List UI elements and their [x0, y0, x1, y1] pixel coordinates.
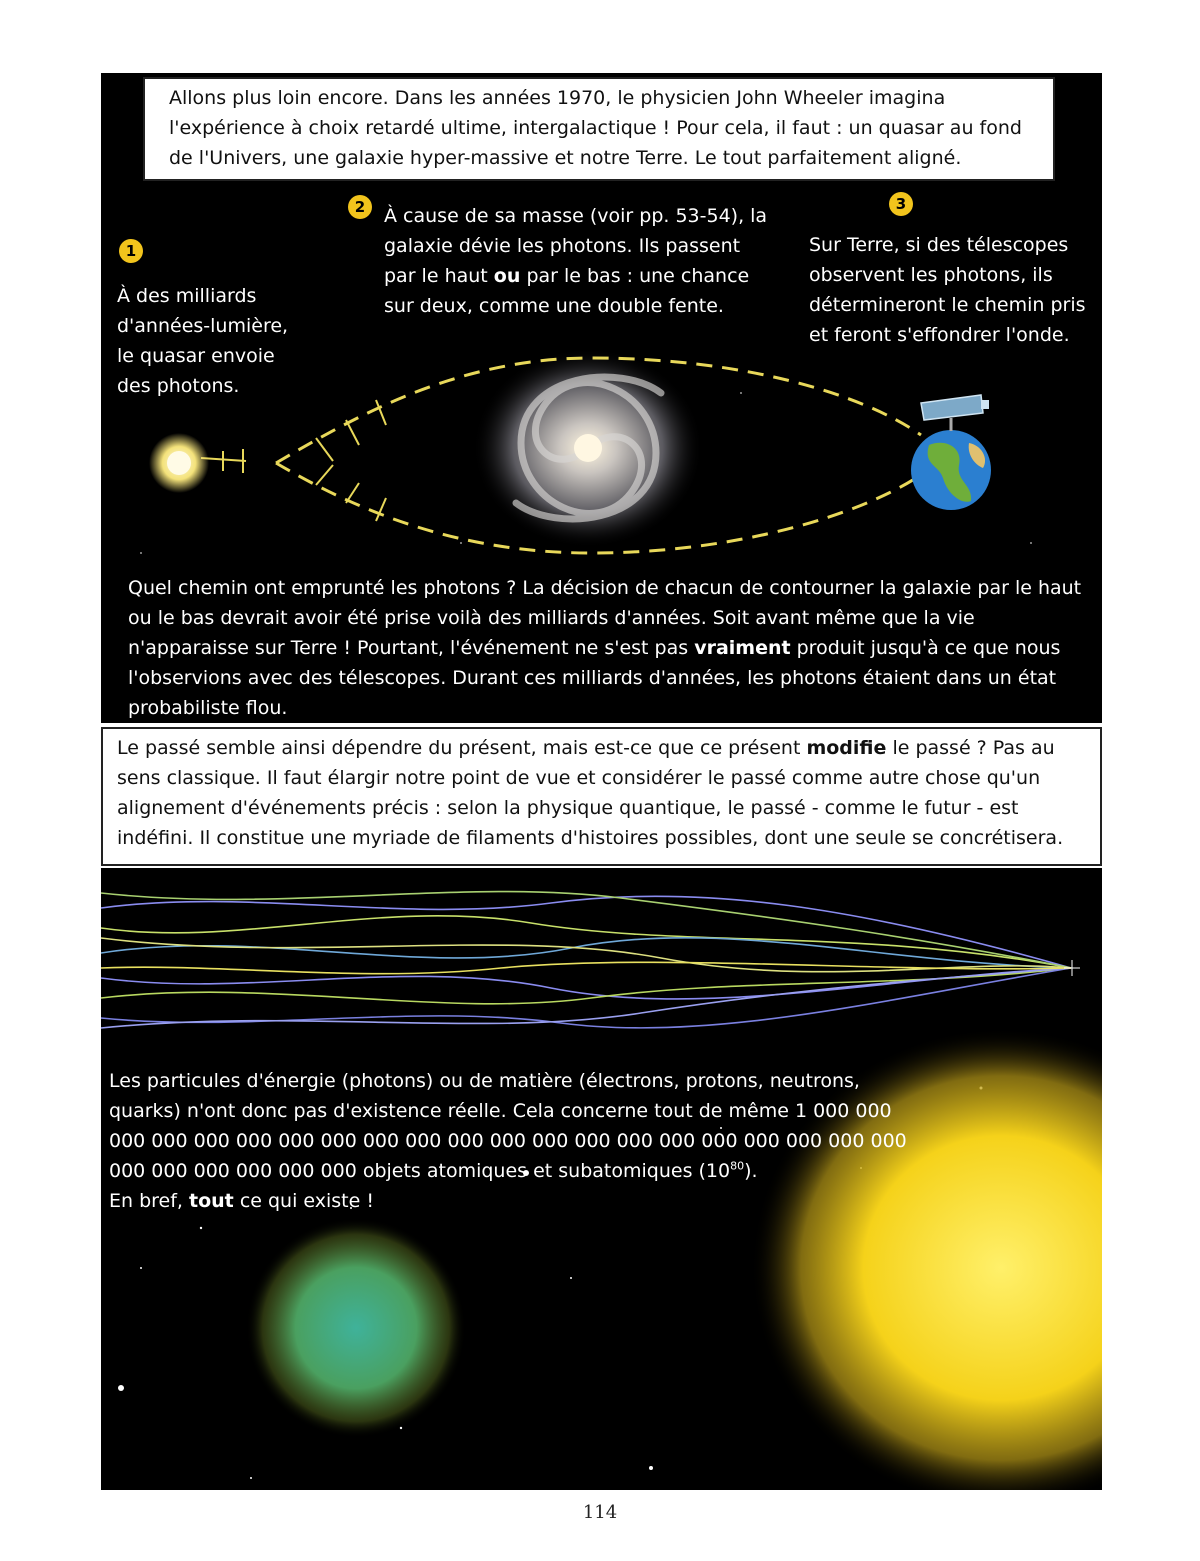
galaxy-image	[473, 348, 703, 548]
past-caption: Le passé semble ainsi dépendre du présent, mais est-ce que ce présent modifie le passé ? Pas au sens classique. Il faut élargir notre point de vue et considérer le passé comme autre chose qu'un alignement d'événements précis : selon la physique quantique, le passé - comme le futur - est indéfini. Il constitue une myriade de filaments d'histoires possibles, dont une seule se concrétisera.	[101, 727, 1102, 866]
history-filaments	[101, 892, 1071, 1028]
bottom-panel	[101, 868, 1102, 1490]
question-text: Quel chemin ont emprunté les photons ? La décision de chacun de contourner la galaxie par le haut ou le bas devrait avoir été prise voilà des milliards d'années. Soit avant même que la vie n'apparaisse sur Terre ! Pourtant, l'événement ne s'est pas vraiment produit jusqu'à ce que nous l'observions avec des télescopes. Durant ces milliards d'années, les photons étaient dans un état probabiliste flou.	[128, 577, 1082, 719]
green-star-image	[246, 1218, 466, 1438]
step-2-badge: 2	[348, 195, 372, 219]
page-number: 114	[582, 1502, 618, 1523]
step-1-text: À des milliards d'années-lumière, le quasar envoie des photons.	[117, 285, 289, 397]
telescope-icon	[921, 395, 989, 431]
step-3-badge: 3	[889, 192, 913, 216]
particles-text: Les particules d'énergie (photons) ou de matière (électrons, protons, neutrons, quarks) n'ont donc pas d'existence réelle. Cela concerne tout de même 1 000 000 000 000 000 000 000 000 000 000 000 000 000 000 000 000 000 000 000 000 000 000 000 000 000 000 000 objets atomiques et subatomiques $(10^{80})$. En bref, tout ce qui existe !	[109, 1070, 907, 1212]
step-1-badge: 1	[119, 239, 143, 263]
earth-image	[911, 430, 991, 510]
step-2-text: À cause de sa masse (voir pp. 53-54), la galaxie dévie les photons. Ils passent par le haut ou par le bas : une chance sur deux, comme une double fente.	[384, 205, 768, 317]
step-3-text: Sur Terre, si des télescopes observent les photons, ils détermineront le chemin pris et feront s'effondrer l'onde.	[809, 234, 1086, 346]
quasar-image	[149, 433, 209, 493]
intro-caption: Allons plus loin encore. Dans les années 1970, le physicien John Wheeler imagina l'expérience à choix retardé ultime, intergalactique ! Pour cela, il faut : un quasar au fond de l'Univers, une galaxie hyper-massive et notre Terre. Le tout parfaitement aligné.	[143, 77, 1055, 181]
